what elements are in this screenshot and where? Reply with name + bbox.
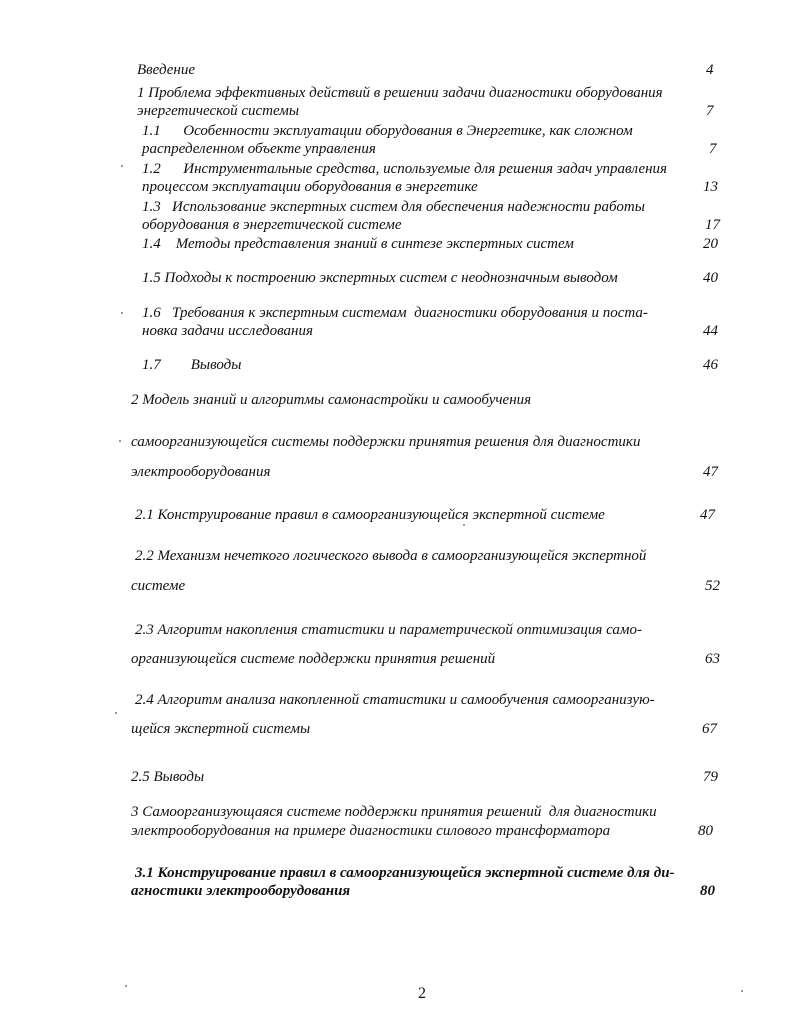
toc-entry-1-2: 1.2 Инструментальные средства, используемые для решения задач управления xyxy=(142,161,668,177)
toc-page-1-6: 44 xyxy=(703,323,718,339)
toc-entry-1-6-cont: новка задачи исследования xyxy=(142,323,313,339)
page-number: 2 xyxy=(418,985,426,1002)
toc-entry-2-4: 2.4 Алгоритм анализа накопленной статистики и самообучения самоорганизую- xyxy=(135,692,655,708)
toc-entry-2-2-cont: системе xyxy=(131,578,186,594)
toc-entry-2-3-cont: организующейся системе поддержки принятия решений xyxy=(131,651,496,667)
toc-entry-1-1-cont: распределенном объекте управления xyxy=(142,141,376,157)
scan-speck xyxy=(119,440,121,442)
toc-page-1-7: 46 xyxy=(703,357,718,373)
toc-page-2-2: 52 xyxy=(705,578,720,594)
toc-entry-1-cont: энергетической системы xyxy=(137,103,299,119)
toc-page-1-4: 20 xyxy=(703,236,718,252)
toc-entry-1-1: 1.1 Особенности эксплуатации оборудования в Энергетике, как сложном xyxy=(142,123,633,139)
toc-page-1-3: 17 xyxy=(705,217,720,233)
toc-page-2-1: 47 xyxy=(700,507,715,523)
toc-entry-3-1-cont: агностики электрооборудования xyxy=(131,883,351,899)
toc-entry-1-2-cont: процессом эксплуатации оборудования в энергетике xyxy=(142,179,478,195)
toc-entry-2-4-cont: щейся экспертной системы xyxy=(131,721,311,737)
toc-page-2-3: 63 xyxy=(705,651,720,667)
toc-entry-1-3: 1.3 Использование экспертных систем для обеспечения надежности работы xyxy=(142,199,645,215)
toc-page-intro: 4 xyxy=(706,62,714,78)
toc-entry-2-3: 2.3 Алгоритм накопления статистики и параметрической оптимизация само- xyxy=(135,622,642,638)
toc-entry-1-7: 1.7 Выводы xyxy=(142,357,242,373)
toc-entry-1-6: 1.6 Требования к экспертным системам диагностики оборудования и поста- xyxy=(142,305,648,321)
scan-speck xyxy=(463,524,465,526)
toc-entry-2-cont2: электрооборудования xyxy=(131,464,271,480)
toc-page-1: 7 xyxy=(706,103,714,119)
scan-speck xyxy=(115,712,117,714)
toc-entry-3-1: 3.1 Конструирование правил в самоорганизующейся экспертной системе для ди- xyxy=(135,865,675,881)
toc-entry-1: 1 Проблема эффективных действий в решении задачи диагностики оборудования xyxy=(137,85,663,101)
toc-entry-2-2: 2.2 Механизм нечеткого логического вывода в самоорганизующейся экспертной xyxy=(135,548,647,564)
toc-page-3-1: 80 xyxy=(700,883,715,899)
toc-page-1-1: 7 xyxy=(709,141,717,157)
toc-entry-1-5: 1.5 Подходы к построению экспертных систем с неоднозначным выводом xyxy=(142,270,618,286)
scan-speck xyxy=(741,990,743,992)
toc-entry-1-3-cont: оборудования в энергетической системе xyxy=(142,217,402,233)
toc-entry-2-cont: самоорганизующейся системы поддержки принятия решения для диагностики xyxy=(131,434,641,450)
toc-page-1-2: 13 xyxy=(703,179,718,195)
toc-page-2: 47 xyxy=(703,464,718,480)
toc-page-3: 80 xyxy=(698,823,713,839)
scan-speck xyxy=(125,985,127,987)
toc-entry-intro: Введение xyxy=(137,62,195,78)
toc-entry-2-1: 2.1 Конструирование правил в самоорганизующейся экспертной системе xyxy=(135,507,605,523)
toc-entry-3: 3 Самоорганизующаяся системе поддержки принятия решений для диагностики xyxy=(131,804,657,820)
toc-entry-2: 2 Модель знаний и алгоритмы самонастройки и самообучения xyxy=(131,392,532,408)
scan-speck xyxy=(121,165,123,167)
toc-entry-2-5: 2.5 Выводы xyxy=(131,769,205,785)
toc-entry-3-cont: электрооборудования на примере диагностики силового трансформатора xyxy=(131,823,611,839)
toc-page-1-5: 40 xyxy=(703,270,718,286)
toc-page-2-5: 79 xyxy=(703,769,718,785)
toc-entry-1-4: 1.4 Методы представления знаний в синтезе экспертных систем xyxy=(142,236,574,252)
scan-speck xyxy=(121,312,123,314)
toc-page-2-4: 67 xyxy=(702,721,717,737)
